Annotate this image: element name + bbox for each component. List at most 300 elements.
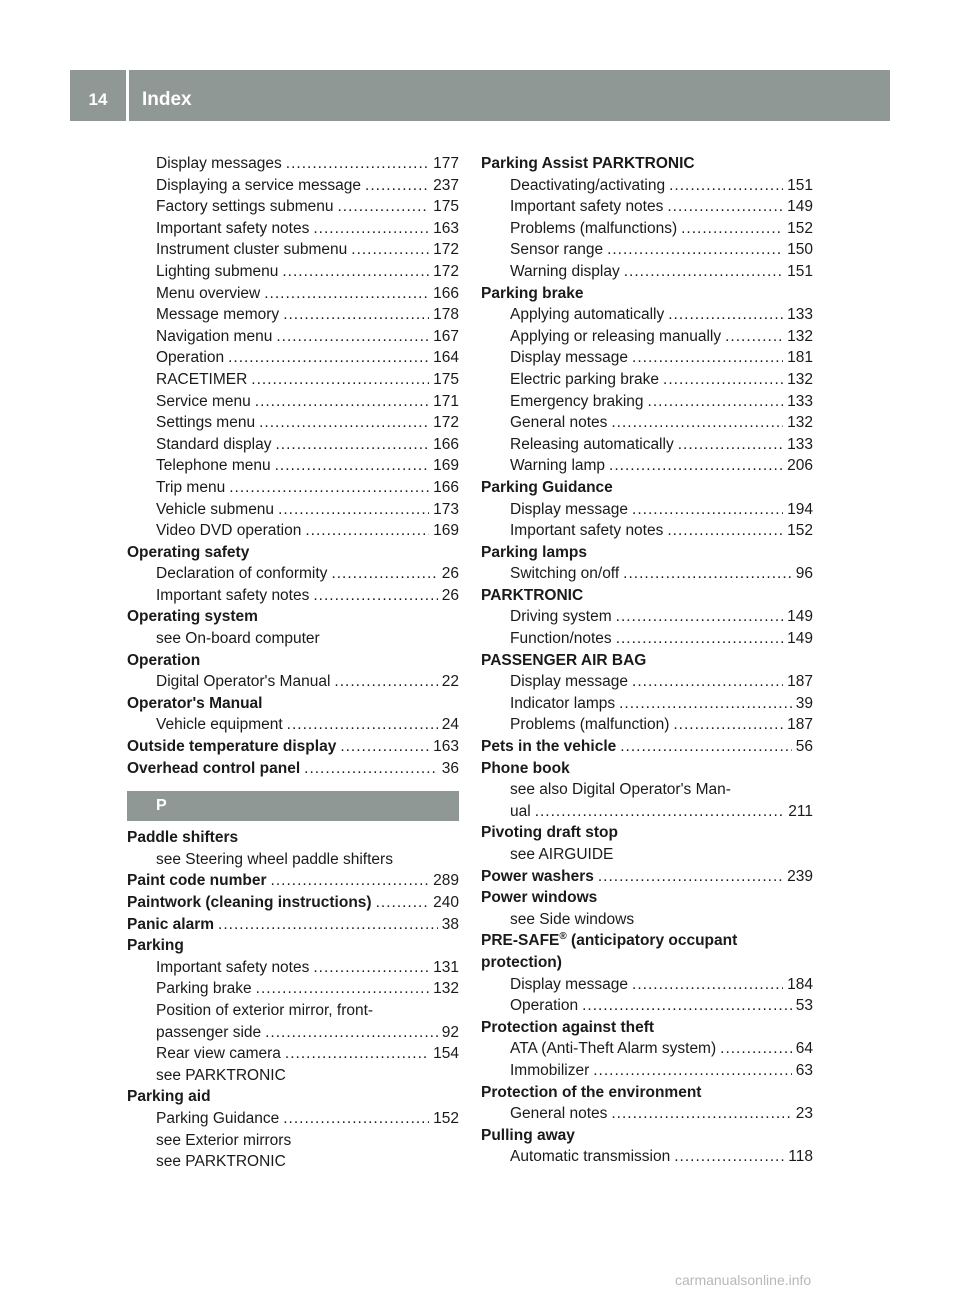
page-reference[interactable]: 22 [441, 673, 459, 691]
dot-leader [376, 892, 430, 914]
page-reference[interactable]: 164 [433, 349, 459, 367]
page-reference[interactable]: 133 [787, 306, 813, 324]
dot-leader [305, 520, 429, 542]
page-reference[interactable]: 132 [787, 327, 813, 345]
dot-leader [667, 196, 783, 218]
page-reference[interactable]: 173 [433, 500, 459, 518]
entry-label: Operation [127, 651, 201, 669]
entry-label: Message memory [156, 306, 280, 324]
entry-label: Digital Operator's Manual [156, 673, 331, 691]
entry-label: Parking lamps [481, 543, 587, 561]
page-reference[interactable]: 206 [787, 457, 813, 475]
entry-label: Releasing automatically [510, 435, 674, 453]
dot-leader [673, 714, 783, 736]
dot-leader [278, 499, 429, 521]
index-subentry[interactable] [481, 1060, 813, 1082]
index-entry[interactable] [127, 736, 459, 758]
page-reference[interactable]: 38 [441, 915, 459, 933]
index-subentry[interactable] [481, 369, 813, 391]
page-reference[interactable]: 171 [433, 392, 459, 410]
page-reference[interactable]: 149 [787, 608, 813, 626]
entry-label: Parking Assist PARKTRONIC [481, 155, 695, 172]
entry-label: Phone book [481, 759, 570, 777]
entry-label: PASSENGER AIR BAG [481, 651, 647, 669]
index-subentry[interactable] [127, 563, 459, 585]
dot-leader [255, 391, 429, 413]
page-reference[interactable]: 132 [433, 980, 459, 998]
index-subentry[interactable] [127, 455, 459, 477]
entry-label: General notes [510, 414, 608, 432]
entry-label: Vehicle equipment [156, 716, 283, 734]
entry-label: Factory settings submenu [156, 198, 334, 216]
entry-label: Parking Guidance [156, 1109, 280, 1127]
page-reference[interactable]: 150 [787, 241, 813, 259]
page-reference[interactable]: 63 [795, 1061, 813, 1079]
index-subentry[interactable] [481, 412, 813, 434]
index-entry [481, 283, 813, 305]
index-subentry [127, 1000, 459, 1022]
entry-label: Applying or releasing manually [510, 327, 722, 345]
entry-label: see Side windows [510, 910, 635, 928]
page-reference[interactable]: 152 [787, 522, 813, 540]
page-reference[interactable]: 166 [433, 478, 459, 496]
entry-label: PRE-SAFE [481, 932, 560, 950]
index-entry [127, 935, 459, 957]
index-entry [481, 650, 813, 672]
index-subentry[interactable] [481, 714, 813, 736]
index-subentry [481, 844, 813, 866]
entry-label: Pulling away [481, 1126, 575, 1144]
index-subentry [127, 849, 459, 871]
index-subentry[interactable] [127, 175, 459, 197]
index-column-left [127, 153, 459, 1173]
page-reference[interactable]: 132 [787, 414, 813, 432]
index-entry [127, 827, 459, 849]
index-entry[interactable] [481, 866, 813, 888]
index-subentry[interactable] [481, 239, 813, 261]
dot-leader [313, 218, 429, 240]
index-subentry[interactable] [481, 563, 813, 585]
index-subentry[interactable] [127, 978, 459, 1000]
entry-label: Telephone menu [156, 457, 271, 475]
page-reference[interactable]: 118 [788, 1148, 813, 1166]
dot-leader [674, 1146, 784, 1168]
page-reference[interactable]: 211 [788, 802, 813, 820]
page-reference[interactable]: 92 [441, 1023, 459, 1041]
index-subentry[interactable] [127, 283, 459, 305]
entry-label: Important safety notes [156, 586, 310, 604]
index-subentry[interactable] [481, 606, 813, 628]
index-subentry [127, 1065, 459, 1087]
dot-leader [624, 261, 783, 283]
page-reference[interactable]: 166 [433, 284, 459, 302]
entry-label-tail: (anticipatory occupant [566, 932, 738, 950]
entry-label: Important safety notes [156, 219, 310, 237]
dot-leader [607, 239, 783, 261]
index-subentry[interactable] [127, 218, 459, 240]
index-entry [481, 1017, 813, 1039]
entry-label: passenger side [156, 1023, 262, 1041]
entry-label: see PARKTRONIC [156, 1153, 286, 1171]
index-entry [481, 758, 813, 780]
entry-label: protection) [481, 953, 562, 971]
page-reference[interactable]: 36 [441, 759, 459, 777]
entry-label: see also Digital Operator's Man- [510, 781, 731, 799]
dot-leader [669, 175, 783, 197]
entry-label: Parking aid [127, 1088, 211, 1106]
index-entry [127, 693, 459, 715]
index-subentry [481, 779, 813, 801]
page-header [70, 70, 890, 121]
page-reference[interactable]: 152 [787, 219, 813, 237]
dot-leader [251, 369, 429, 391]
index-subentry[interactable] [481, 671, 813, 693]
dot-leader [275, 434, 429, 456]
entry-label: Operator's Manual [127, 694, 263, 712]
dot-leader [535, 801, 785, 823]
page-reference[interactable]: 163 [433, 219, 459, 237]
index-subentry[interactable] [481, 693, 813, 715]
index-subentry[interactable] [481, 974, 813, 996]
dot-leader [334, 671, 437, 693]
index-subentry[interactable] [481, 1103, 813, 1125]
index-subentry[interactable] [127, 585, 459, 607]
index-subentry [127, 628, 459, 650]
header-divider [126, 70, 129, 121]
index-entry [127, 1086, 459, 1108]
entry-label: Electric parking brake [510, 370, 660, 388]
index-subentry[interactable] [481, 520, 813, 542]
entry-label: Settings menu [156, 414, 256, 432]
entry-label: Outside temperature display [127, 738, 337, 756]
index-subentry[interactable] [127, 1043, 459, 1065]
index-subentry[interactable] [127, 304, 459, 326]
entry-label: Instrument cluster submenu [156, 241, 348, 259]
dot-leader [593, 1060, 792, 1082]
dot-leader [287, 714, 438, 736]
dot-leader [365, 175, 429, 197]
page-reference[interactable]: 169 [433, 457, 459, 475]
entry-label: Problems (malfunctions) [510, 219, 678, 237]
index-subentry[interactable] [127, 1022, 459, 1044]
entry-label: Driving system [510, 608, 612, 626]
dot-leader [623, 563, 792, 585]
page-reference[interactable]: 39 [795, 694, 813, 712]
page-reference[interactable]: 64 [795, 1040, 813, 1058]
index-subentry[interactable] [127, 499, 459, 521]
entry-label: Lighting submenu [156, 262, 279, 280]
dot-leader [681, 218, 783, 240]
entry-label: see On-board computer [156, 630, 320, 648]
index-subentry[interactable] [481, 801, 813, 823]
index-subentry[interactable] [127, 434, 459, 456]
dot-leader [283, 1108, 429, 1130]
index-subentry[interactable] [127, 369, 459, 391]
entry-label: Parking brake [156, 980, 252, 998]
index-subentry[interactable] [127, 153, 459, 175]
entry-label: Standard display [156, 435, 272, 453]
index-entry [127, 606, 459, 628]
entry-label: Display message [510, 349, 629, 367]
index-entry [481, 822, 813, 844]
entry-label: Rear view camera [156, 1045, 281, 1063]
page-reference[interactable]: 26 [441, 586, 459, 604]
entry-label: Function/notes [510, 630, 612, 648]
dot-leader [313, 957, 429, 979]
entry-label: Pivoting draft stop [481, 824, 618, 842]
page-reference[interactable]: 23 [795, 1105, 813, 1123]
entry-label: Panic alarm [127, 915, 215, 933]
page-reference[interactable]: 26 [441, 565, 459, 583]
entry-label: Applying automatically [510, 306, 665, 324]
page-reference[interactable]: 167 [433, 327, 459, 345]
dot-leader [582, 995, 792, 1017]
index-subentry[interactable] [481, 175, 813, 197]
dot-leader [598, 866, 783, 888]
page-reference[interactable]: 289 [433, 872, 459, 890]
page-reference[interactable]: 149 [787, 198, 813, 216]
entry-label: ual [510, 802, 531, 820]
page-reference[interactable]: 172 [433, 262, 459, 280]
page-reference[interactable]: 237 [433, 176, 459, 194]
dot-leader [632, 974, 783, 996]
entry-label: ATA (Anti-Theft Alarm system) [510, 1040, 717, 1058]
page-reference[interactable]: 56 [795, 738, 813, 756]
page-reference[interactable]: 169 [433, 522, 459, 540]
dot-leader [678, 434, 783, 456]
entry-label: Menu overview [156, 284, 261, 302]
entry-label: Overhead control panel [127, 759, 301, 777]
dot-leader [285, 1043, 429, 1065]
dot-leader [229, 477, 429, 499]
index-subentry[interactable] [481, 995, 813, 1017]
entry-label: Power washers [481, 867, 594, 885]
index-subentry[interactable] [481, 1146, 813, 1168]
index-entry [481, 1082, 813, 1104]
page-reference[interactable]: 154 [433, 1045, 459, 1063]
index-entry [481, 153, 813, 175]
page-reference[interactable]: 24 [441, 716, 459, 734]
entry-label: RACETIMER [156, 370, 248, 388]
page-reference[interactable]: 133 [787, 392, 813, 410]
page-reference[interactable]: 172 [433, 241, 459, 259]
dot-leader [668, 304, 783, 326]
entry-label: Parking [127, 937, 184, 955]
index-subentry[interactable] [127, 239, 459, 261]
entry-label: Operation [156, 349, 225, 367]
dot-leader [264, 283, 429, 305]
entry-label: Indicator lamps [510, 694, 616, 712]
page-reference[interactable]: 96 [795, 565, 813, 583]
entry-label: Service menu [156, 392, 251, 410]
entry-label: see Exterior mirrors [156, 1131, 292, 1149]
page-reference[interactable]: 132 [787, 370, 813, 388]
entry-label: Display message [510, 673, 629, 691]
page-reference[interactable]: 194 [787, 500, 813, 518]
entry-label: Displaying a service message [156, 176, 362, 194]
dot-leader [337, 196, 429, 218]
page-reference[interactable]: 239 [787, 867, 813, 885]
index-entry[interactable] [127, 914, 459, 936]
entry-label: Navigation menu [156, 327, 273, 345]
dot-leader [331, 563, 437, 585]
watermark: carmanualsonline.info [675, 1272, 812, 1288]
page-reference[interactable]: 53 [795, 997, 813, 1015]
index-subentry[interactable] [481, 455, 813, 477]
page-reference[interactable]: 177 [433, 155, 459, 172]
dot-leader [228, 347, 429, 369]
index-subentry[interactable] [127, 957, 459, 979]
index-subentry[interactable] [481, 218, 813, 240]
index-subentry[interactable] [127, 261, 459, 283]
dot-leader [616, 628, 783, 650]
index-subentry[interactable] [481, 326, 813, 348]
entry-label: Deactivating/activating [510, 176, 666, 194]
dot-leader [304, 758, 438, 780]
dot-leader [256, 978, 429, 1000]
entry-label: Emergency braking [510, 392, 644, 410]
dot-leader [340, 736, 429, 758]
dot-leader [276, 326, 429, 348]
dot-leader [616, 606, 783, 628]
page-reference[interactable]: 175 [433, 370, 459, 388]
page-number: 14 [88, 90, 108, 109]
dot-leader [282, 261, 429, 283]
index-entry [481, 887, 813, 909]
entry-label: Operation [510, 997, 579, 1015]
index-entry[interactable] [481, 736, 813, 758]
page-reference[interactable]: 166 [433, 435, 459, 453]
dot-leader [667, 520, 783, 542]
section-letter-bar: P [127, 791, 459, 821]
entry-label: Problems (malfunction) [510, 716, 670, 734]
dot-leader [632, 671, 783, 693]
page-title: Index [142, 89, 192, 110]
dot-leader [648, 391, 784, 413]
entry-label: Trip menu [156, 478, 226, 496]
page-reference[interactable]: 163 [433, 738, 459, 756]
dot-leader [663, 369, 783, 391]
page-reference[interactable]: 172 [433, 414, 459, 432]
page-reference[interactable]: 181 [787, 349, 813, 367]
index-subentry[interactable] [481, 391, 813, 413]
dot-leader [283, 304, 429, 326]
index-subentry[interactable] [481, 347, 813, 369]
index-entry [481, 930, 813, 952]
index-subentry[interactable] [127, 391, 459, 413]
index-entry[interactable] [127, 870, 459, 892]
page-reference[interactable]: 240 [433, 894, 459, 911]
entry-label: see PARKTRONIC [156, 1066, 286, 1084]
entry-label: see Steering wheel paddle shifters [156, 850, 393, 868]
dot-leader [632, 499, 783, 521]
page-reference[interactable]: 187 [787, 673, 813, 691]
dot-leader [271, 870, 430, 892]
page-reference[interactable]: 187 [787, 716, 813, 734]
entry-label: Position of exterior mirror, front- [156, 1001, 374, 1019]
entry-label: Pets in the vehicle [481, 738, 617, 756]
index-subentry[interactable] [481, 304, 813, 326]
index-subentry[interactable] [127, 714, 459, 736]
entry-label: Warning lamp [510, 457, 606, 475]
dot-leader [351, 239, 429, 261]
entry-label: Immobilizer [510, 1061, 590, 1079]
index-subentry[interactable] [127, 671, 459, 693]
entry-label: Switching on/off [510, 565, 620, 583]
index-subentry[interactable] [127, 1108, 459, 1130]
entry-label: Paint code number [127, 872, 267, 890]
entry-label: Sensor range [510, 241, 604, 259]
index-column-right [481, 153, 813, 1168]
dot-leader [218, 914, 438, 936]
entry-label: Parking brake [481, 284, 584, 302]
entry-label: Power windows [481, 889, 598, 907]
dot-leader [286, 153, 429, 175]
entry-label: Declaration of conformity [156, 565, 328, 583]
index-subentry[interactable] [481, 1038, 813, 1060]
dot-leader [725, 326, 783, 348]
index-subentry[interactable] [481, 434, 813, 456]
entry-label: Parking Guidance [481, 478, 613, 496]
page-reference[interactable]: 151 [787, 176, 813, 194]
page-reference[interactable]: 131 [433, 958, 459, 976]
index-subentry[interactable] [127, 347, 459, 369]
index-entry [127, 650, 459, 672]
index-subentry[interactable] [481, 261, 813, 283]
entry-label: Automatic transmission [510, 1148, 671, 1166]
page-reference[interactable]: 184 [787, 975, 813, 993]
page-reference[interactable]: 178 [433, 306, 459, 324]
entry-label: see AIRGUIDE [510, 846, 614, 863]
entry-label: Display messages [156, 155, 282, 172]
index-subentry[interactable] [481, 196, 813, 218]
page-reference[interactable]: 151 [787, 262, 813, 280]
entry-label: Paddle shifters [127, 829, 239, 847]
index-entry[interactable] [127, 892, 459, 914]
entry-label: Protection against theft [481, 1018, 655, 1036]
registered-mark: ® [559, 931, 567, 943]
dot-leader [720, 1038, 792, 1060]
dot-leader [275, 455, 430, 477]
index-entry [481, 477, 813, 499]
entry-label: Vehicle submenu [156, 500, 275, 518]
index-subentry [127, 1130, 459, 1152]
page-reference[interactable]: 152 [433, 1109, 459, 1127]
index-entry [481, 542, 813, 564]
entry-label: Important safety notes [156, 958, 310, 976]
dot-leader [313, 585, 437, 607]
index-entry[interactable] [127, 758, 459, 780]
index-subentry[interactable] [481, 628, 813, 650]
page-reference[interactable]: 133 [787, 435, 813, 453]
entry-label: Display message [510, 975, 629, 993]
page-reference[interactable]: 175 [433, 198, 459, 216]
dot-leader [259, 412, 429, 434]
index-subentry[interactable] [481, 499, 813, 521]
index-entry [481, 952, 813, 974]
index-subentry[interactable] [127, 326, 459, 348]
index-subentry[interactable] [127, 412, 459, 434]
page-reference[interactable]: 149 [787, 630, 813, 648]
entry-label: Video DVD operation [156, 522, 302, 540]
entry-label: Important safety notes [510, 198, 664, 216]
dot-leader [265, 1022, 438, 1044]
index-subentry[interactable] [127, 196, 459, 218]
index-subentry[interactable] [127, 520, 459, 542]
dot-leader [619, 693, 792, 715]
index-subentry[interactable] [127, 477, 459, 499]
entry-label: Important safety notes [510, 522, 664, 540]
